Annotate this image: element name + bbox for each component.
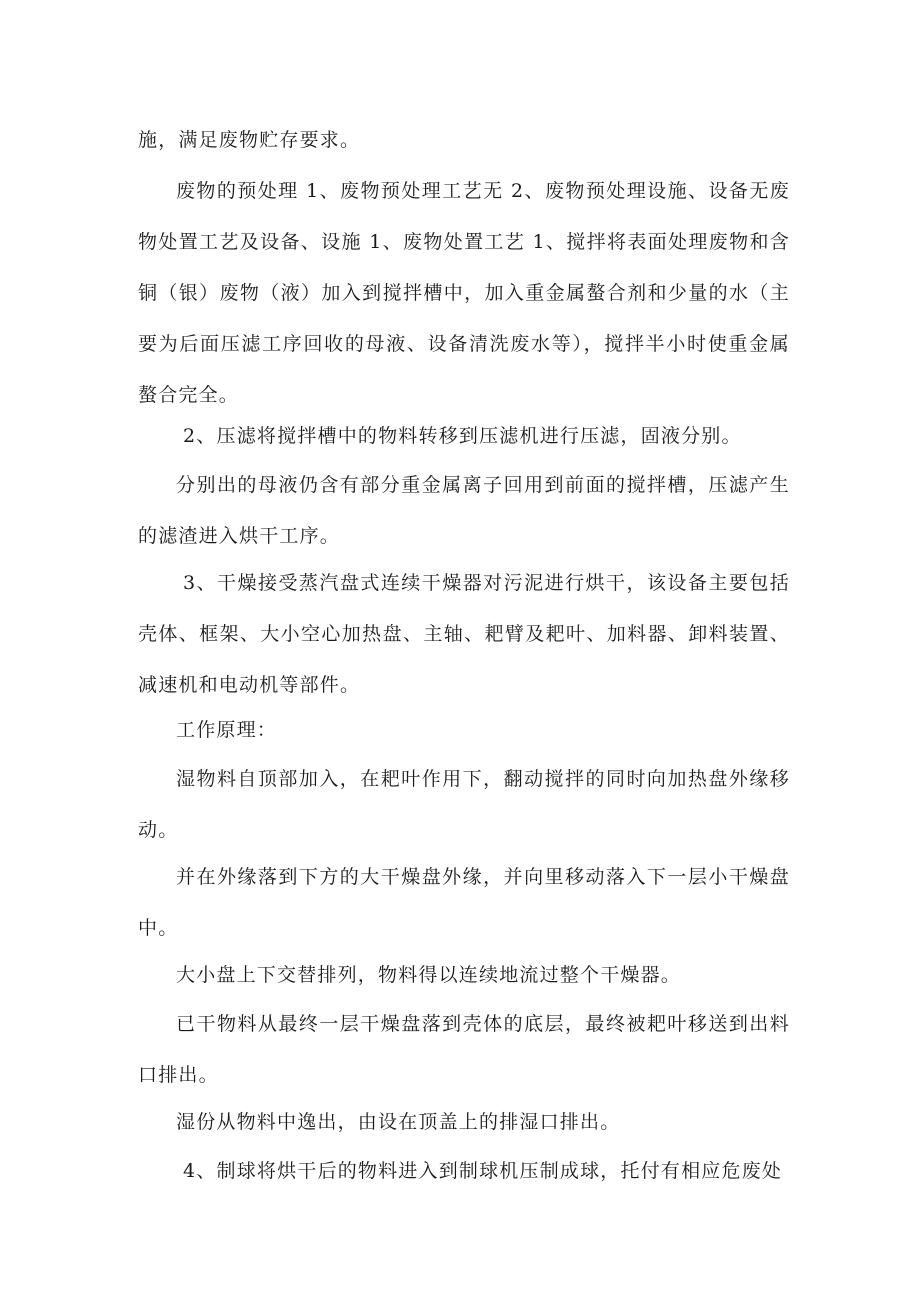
- paragraph-moisture: 湿份从物料中逸出，由设在顶盖上的排湿口排出。: [176, 1111, 621, 1133]
- paragraph-working-principle-heading: 工作原理：: [176, 719, 278, 741]
- paragraph-pretreatment: 废物的预处理 1、废物预处理工艺无 2、废物预处理设施、设备无废物处置工艺及设备、设施 1、废物处置工艺 1、搅拌将表面处理废物和含铜（银）废物（液）加入到搅拌槽中，加入重金属螯合剂和少量的水（主要为后面压滤工序回收的母液、设备清洗废水等），搅拌半小时使重金属螯合完全。: [138, 180, 790, 406]
- paragraph-mother-liquor: 分别出的母液仍含有部分重金属离子回用到前面的搅拌槽，压滤产生的滤渣进入烘干工序。: [138, 474, 790, 547]
- paragraph-outer-edge: 并在外缘落到下方的大干燥盘外缘，并向里移动落入下一层小干燥盘中。: [138, 866, 790, 939]
- paragraph-pelletizing: 4、制球将烘干后的物料进入到制球机压制成球，托付有相应危废处: [183, 1160, 783, 1182]
- paragraph-dried-material: 已干物料从最终一层干燥盘落到壳体的底层，最终被耙叶移送到出料口排出。: [138, 1013, 790, 1086]
- paragraph-drying: 3、干燥接受蒸汽盘式连续干燥器对污泥进行烘干，该设备主要包括壳体、框架、大小空心加热盘、主轴、耙臂及耙叶、加料器、卸料装置、减速机和电动机等部件。: [138, 572, 790, 696]
- paragraph-press-filter: 2、压滤将搅拌槽中的物料转移到压滤机进行压滤，固液分别。: [183, 425, 742, 447]
- paragraph-alternating-trays: 大小盘上下交替排列，物料得以连续地流过整个干燥器。: [176, 964, 682, 986]
- paragraph-wet-material: 湿物料自顶部加入，在耙叶作用下，翻动搅拌的同时向加热盘外缘移动。: [138, 768, 790, 841]
- paragraph-storage-continuation: 施，满足废物贮存要求。: [138, 129, 361, 151]
